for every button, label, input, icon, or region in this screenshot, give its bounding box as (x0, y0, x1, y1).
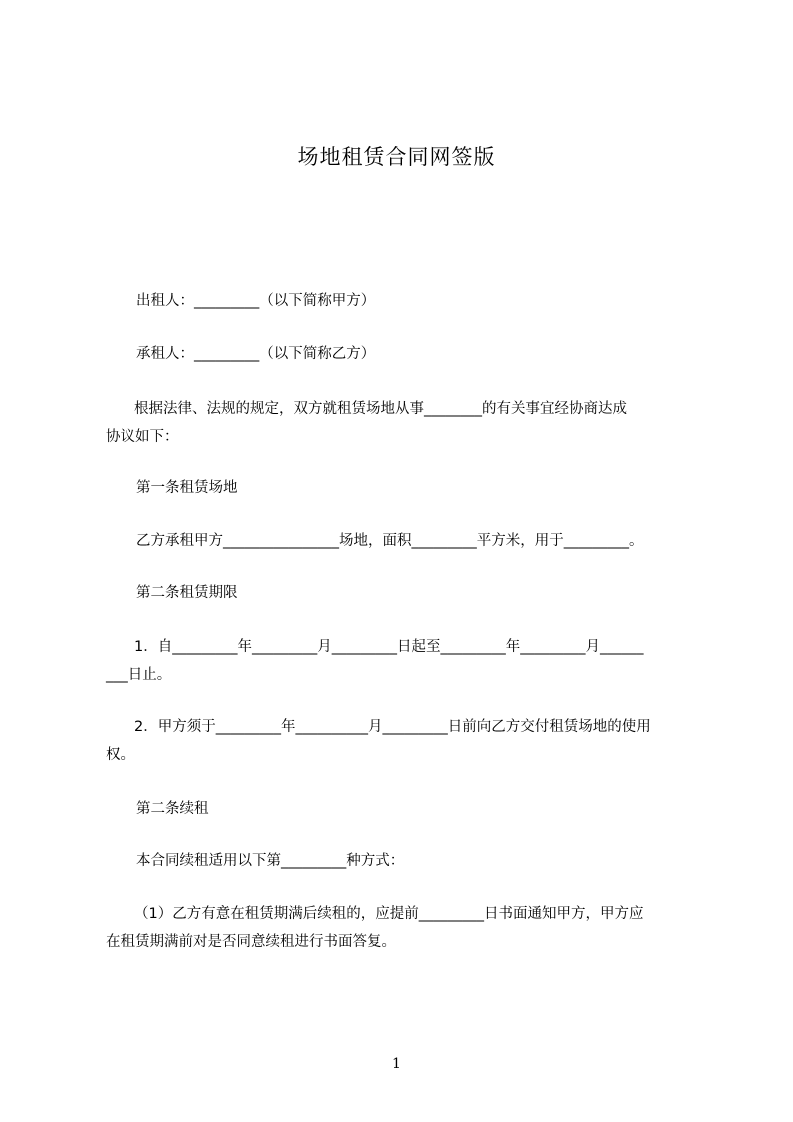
article2-heading: 第二条租赁期限 (136, 585, 238, 601)
document-title: 场地租赁合同网签版 (297, 145, 496, 169)
lessor-line: 出租人：_________（以下简称甲方） (136, 293, 376, 309)
lessee-line: 承租人：_________（以下简称乙方） (136, 346, 376, 362)
article2-item2-line-2: 权。 (106, 747, 135, 763)
article2-item1-line-2: ___日止。 (106, 667, 172, 683)
article1-body: 乙方承租甲方________________场地，面积_________平方米，用于_________。 (136, 533, 644, 549)
article1-heading: 第一条租赁场地 (136, 480, 238, 496)
article3-body: 本合同续租适用以下第_________种方式： (136, 853, 405, 869)
article2-item2-line-1: 2．甲方须于_________年__________月_________日前向乙方交付租赁场地的使用 (134, 719, 651, 735)
intro-line-2: 协议如下： (106, 429, 179, 445)
article3-option1-line-1: （1）乙方有意在租赁期满后续租的，应提前_________日书面通知甲方，甲方应 (134, 906, 644, 922)
article2-item1-line-1: 1．自_________年_________月_________日起至_________年_________月______ (134, 639, 644, 655)
article3-option1 (106, 900, 702, 956)
article2-item2 (106, 713, 702, 769)
article3-option1-line-2: 在租赁期满前对是否同意续租进行书面答复。 (106, 934, 396, 950)
article2-item1 (106, 633, 702, 689)
intro-line-1: 根据法律、法规的规定，双方就租赁场地从事________的有关事宜经协商达成 (134, 401, 627, 417)
intro-paragraph (106, 395, 702, 451)
article3-heading: 第二条续租 (136, 801, 209, 817)
page-number: 1 (392, 1056, 401, 1072)
